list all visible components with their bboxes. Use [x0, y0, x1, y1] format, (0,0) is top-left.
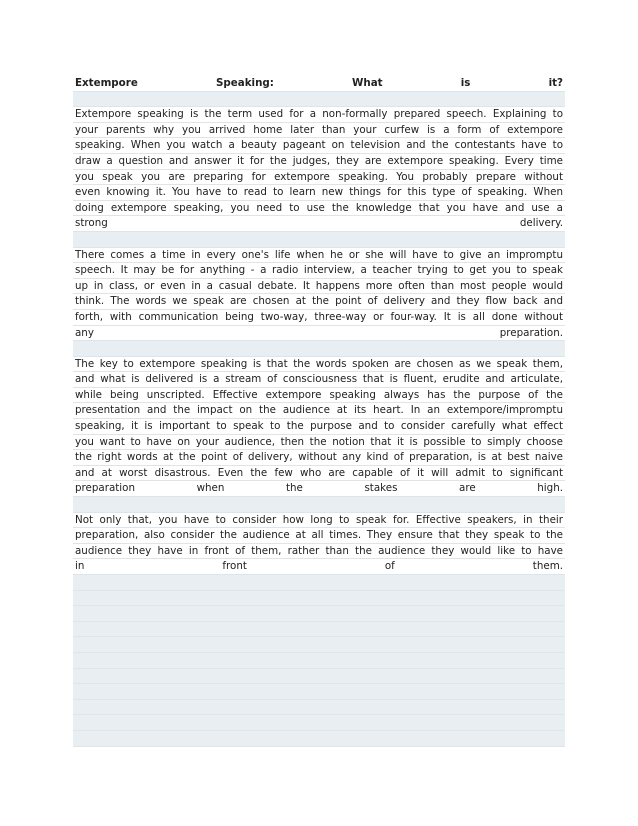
- empty-row: [73, 637, 565, 653]
- text-line: and what is delivered is a stream of consciousness that is fluent, erudite and articulate,: [73, 372, 565, 388]
- empty-row: [73, 669, 565, 685]
- text-line: your parents why you arrived home later than your curfew is a form of extempore: [73, 123, 565, 139]
- text-line: preparation, also consider the audience at all times. They ensure that they speak to the: [73, 528, 565, 544]
- text-line: even knowing it. You have to read to learn new things for this type of speaking. When: [73, 185, 565, 201]
- empty-row: [73, 606, 565, 622]
- document-title: Extempore Speaking: What is it?: [73, 76, 565, 92]
- text-line: you want to have on your audience, then the notion that it is possible to simply choose: [73, 435, 565, 451]
- empty-row: [73, 653, 565, 669]
- text-line: think. The words we speak are chosen at the point of delivery and they flow back and: [73, 294, 565, 310]
- paragraph-1: [73, 107, 565, 232]
- text-line: speaking. When you watch a beauty pageant on television and the contestants have to: [73, 138, 565, 154]
- text-line: preparation when the stakes are high.: [73, 481, 565, 497]
- paragraph-3: [73, 357, 565, 497]
- text-line: speaking, it is important to speak to the purpose and to consider carefully what effect: [73, 419, 565, 435]
- empty-row: [73, 622, 565, 638]
- empty-row: [73, 684, 565, 700]
- empty-row: [73, 715, 565, 731]
- text-line: There comes a time in every one's life when he or she will have to give an impromptu: [73, 248, 565, 264]
- empty-row: [73, 591, 565, 607]
- text-line: doing extempore speaking, you need to use the knowledge that you have and use a: [73, 201, 565, 217]
- text-line: forth, with communication being two-way, three-way or four-way. It is all done without: [73, 310, 565, 326]
- paragraph-2: [73, 248, 565, 342]
- document-body: [73, 76, 565, 747]
- text-line: draw a question and answer it for the judges, they are extempore speaking. Every time: [73, 154, 565, 170]
- text-line: presentation and the impact on the audience at its heart. In an extempore/impromptu: [73, 403, 565, 419]
- text-line: speech. It may be for anything - a radio interview, a teacher trying to get you to speak: [73, 263, 565, 279]
- empty-row: [73, 731, 565, 747]
- text-line: while being unscripted. Effective extempore speaking always has the purpose of the: [73, 388, 565, 404]
- spacer-row: [73, 92, 565, 108]
- text-line: the right words at the point of delivery, without any kind of preparation, is at best naive: [73, 450, 565, 466]
- spacer-row: [73, 341, 565, 357]
- text-line: you speak you are preparing for extempore speaking. You probably prepare without: [73, 170, 565, 186]
- text-line: Extempore speaking is the term used for a non-formally prepared speech. Explaining to: [73, 107, 565, 123]
- text-line: up in class, or even in a casual debate. It happens more often than most people would: [73, 279, 565, 295]
- text-line: any preparation.: [73, 326, 565, 342]
- empty-row: [73, 575, 565, 591]
- text-line: in front of them.: [73, 559, 565, 575]
- spacer-row: [73, 232, 565, 248]
- text-line: Not only that, you have to consider how long to speak for. Effective speakers, in their: [73, 513, 565, 529]
- paragraph-4: [73, 513, 565, 575]
- text-line: strong delivery.: [73, 216, 565, 232]
- empty-row: [73, 700, 565, 716]
- spacer-row: [73, 497, 565, 513]
- text-line: The key to extempore speaking is that the words spoken are chosen as we speak them,: [73, 357, 565, 373]
- text-line: and at worst disastrous. Even the few who are capable of it will admit to significant: [73, 466, 565, 482]
- empty-rows: [73, 575, 565, 747]
- text-line: audience they have in front of them, rather than the audience they would like to have: [73, 544, 565, 560]
